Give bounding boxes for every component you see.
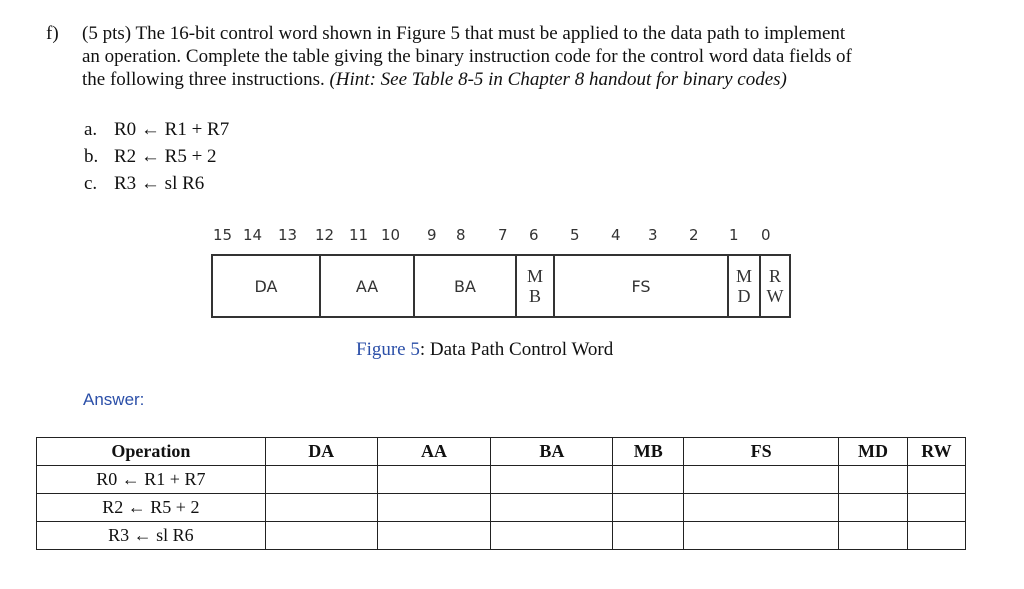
- figure-caption-label: Figure 5: [356, 339, 420, 360]
- field-fs-label: FS: [631, 276, 651, 296]
- bit-0: 0: [761, 226, 771, 244]
- bit-5: 5: [570, 226, 580, 244]
- header-rw: RW: [907, 438, 965, 466]
- aa-cell[interactable]: [377, 466, 491, 494]
- ba-cell[interactable]: [491, 466, 613, 494]
- field-aa: [319, 254, 415, 318]
- bit-10: 10: [381, 226, 401, 244]
- field-fs: [553, 254, 729, 318]
- header-fs: FS: [684, 438, 839, 466]
- field-rw-bottom: W: [766, 286, 784, 306]
- field-rw: [759, 254, 791, 318]
- bit-9: 9: [427, 226, 437, 244]
- bit-4: 4: [611, 226, 621, 244]
- aa-cell[interactable]: [377, 494, 491, 522]
- bit-8: 8: [456, 226, 466, 244]
- bit-11: 11: [349, 226, 369, 244]
- rw-cell[interactable]: [907, 494, 965, 522]
- question-text: [82, 22, 1002, 91]
- fs-cell[interactable]: [684, 522, 839, 550]
- field-rw-top: R: [768, 266, 781, 286]
- bit-15: 15: [213, 226, 233, 244]
- field-md: [727, 254, 761, 318]
- rw-cell[interactable]: [907, 522, 965, 550]
- fs-cell[interactable]: [684, 494, 839, 522]
- table-row: [37, 466, 966, 494]
- field-md-top: M: [735, 266, 752, 286]
- instruction-list: [84, 116, 229, 197]
- mb-cell[interactable]: [613, 466, 684, 494]
- instruction-label: b.: [84, 146, 99, 167]
- aa-cell[interactable]: [377, 522, 491, 550]
- bit-7: 7: [498, 226, 508, 244]
- figure-caption-text: : Data Path Control Word: [419, 339, 614, 360]
- operation-cell: R3 ← sl R6: [37, 522, 266, 550]
- da-cell[interactable]: [265, 494, 377, 522]
- bit-12: 12: [315, 226, 335, 244]
- table-row: [37, 522, 966, 550]
- mb-cell[interactable]: [613, 494, 684, 522]
- header-md: MD: [839, 438, 908, 466]
- instruction-label: c.: [84, 173, 98, 194]
- da-cell[interactable]: [265, 522, 377, 550]
- instruction-c: [84, 170, 229, 197]
- field-da: [211, 254, 321, 318]
- instruction-text: R3 ← sl R6: [114, 173, 205, 194]
- field-aa-label: AA: [355, 276, 379, 296]
- ba-cell[interactable]: [491, 522, 613, 550]
- bit-14: 14: [243, 226, 263, 244]
- instruction-a: [84, 116, 229, 143]
- table-header-row: [37, 438, 966, 466]
- da-cell[interactable]: [265, 466, 377, 494]
- rw-cell[interactable]: [907, 466, 965, 494]
- field-md-bottom: D: [737, 286, 751, 306]
- md-cell[interactable]: [839, 466, 908, 494]
- question-number: f): [46, 23, 59, 44]
- header-da: DA: [265, 438, 377, 466]
- header-aa: AA: [377, 438, 491, 466]
- fs-cell[interactable]: [684, 466, 839, 494]
- field-da-label: DA: [254, 276, 278, 296]
- bit-13: 13: [278, 226, 298, 244]
- bit-2: 2: [689, 226, 699, 244]
- question-line-3: [82, 68, 1002, 91]
- figure-caption: [356, 339, 613, 361]
- bit-numbers: [211, 226, 791, 246]
- instruction-text: R0 ← R1 + R7: [114, 119, 230, 140]
- instruction-text: R2 ← R5 + 2: [114, 146, 217, 167]
- field-ba: [413, 254, 517, 318]
- instruction-b: [84, 143, 229, 170]
- bit-3: 3: [648, 226, 658, 244]
- field-mb-bottom: B: [528, 286, 541, 306]
- instruction-label: a.: [84, 119, 98, 140]
- table-row: [37, 494, 966, 522]
- header-mb: MB: [613, 438, 684, 466]
- ba-cell[interactable]: [491, 494, 613, 522]
- question-hint: (Hint: See Table 8-5 in Chapter 8 handout for binary codes): [329, 69, 787, 90]
- question-line-1: (5 pts) The 16-bit control word shown in Figure 5 that must be applied to the data path to implement: [82, 23, 846, 44]
- answer-table: [36, 437, 966, 550]
- header-operation: Operation: [37, 438, 266, 466]
- header-ba: BA: [491, 438, 613, 466]
- answer-label: Answer:: [83, 390, 145, 409]
- question-line-2: an operation. Complete the table giving the binary instruction code for the control word data fields of: [82, 46, 852, 67]
- operation-cell: R0 ← R1 + R7: [37, 466, 266, 494]
- operation-cell: R2 ← R5 + 2: [37, 494, 266, 522]
- mb-cell[interactable]: [613, 522, 684, 550]
- field-mb: [515, 254, 555, 318]
- field-mb-top: M: [526, 266, 543, 286]
- md-cell[interactable]: [839, 494, 908, 522]
- question-line-3-text: the following three instructions.: [82, 69, 330, 90]
- bit-6: 6: [529, 226, 539, 244]
- field-ba-label: BA: [454, 276, 476, 296]
- control-word-figure: [211, 226, 791, 326]
- bit-1: 1: [729, 226, 739, 244]
- md-cell[interactable]: [839, 522, 908, 550]
